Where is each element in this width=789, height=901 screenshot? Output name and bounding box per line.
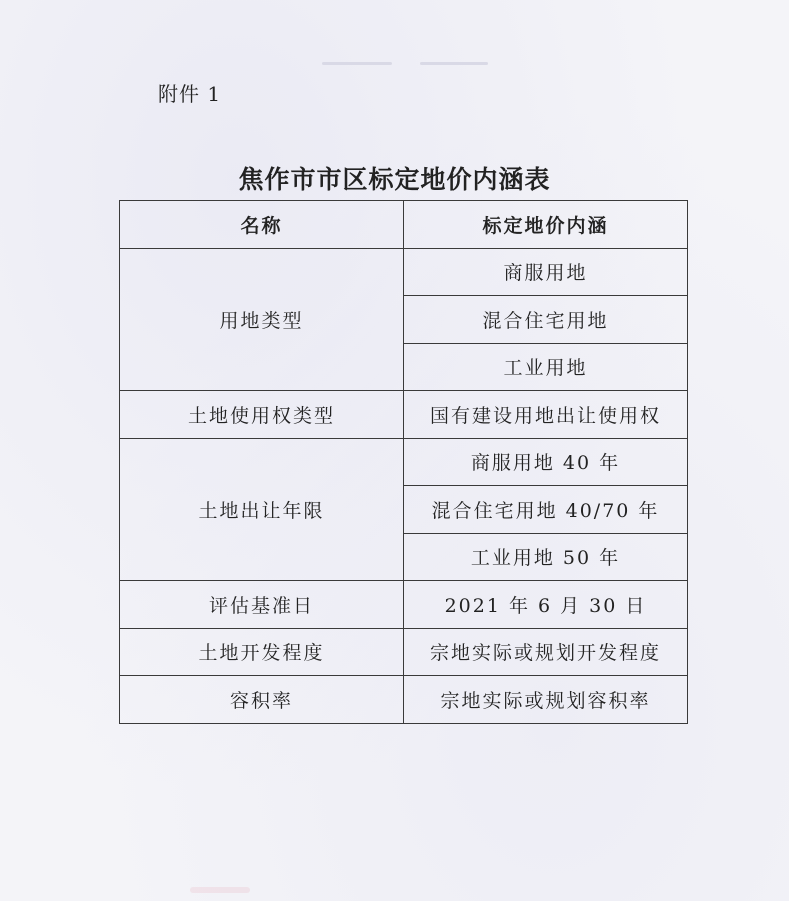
development-degree-label: 土地开发程度 [120, 628, 404, 676]
term-commercial: 商服用地 40 年 [404, 438, 688, 486]
land-price-table [119, 200, 688, 724]
valuation-date-value: 2021 年 6 月 30 日 [404, 581, 688, 629]
attachment-label: 附件 1 [158, 82, 222, 106]
right-type-value: 国有建设用地出让使用权 [404, 391, 688, 439]
term-industrial: 工业用地 50 年 [404, 533, 688, 581]
scan-mark [322, 62, 392, 65]
land-use-type-label: 用地类型 [120, 248, 404, 391]
table-row [120, 438, 688, 486]
header-name: 名称 [120, 201, 404, 249]
scan-mark [420, 62, 488, 65]
table-row [120, 676, 688, 724]
plot-ratio-value: 宗地实际或规划容积率 [404, 676, 688, 724]
stamp-trace [190, 887, 250, 893]
table-row [120, 628, 688, 676]
right-type-label: 土地使用权类型 [120, 391, 404, 439]
valuation-date-label: 评估基准日 [120, 581, 404, 629]
table-row [120, 581, 688, 629]
plot-ratio-label: 容积率 [120, 676, 404, 724]
table-row [120, 248, 688, 296]
table-row [120, 391, 688, 439]
term-residential: 混合住宅用地 40/70 年 [404, 486, 688, 534]
land-use-commercial: 商服用地 [404, 248, 688, 296]
land-use-industrial: 工业用地 [404, 343, 688, 391]
table-header-row [120, 201, 688, 249]
header-connotation: 标定地价内涵 [404, 201, 688, 249]
land-use-residential: 混合住宅用地 [404, 296, 688, 344]
page-title: 焦作市市区标定地价内涵表 [238, 165, 551, 194]
transfer-term-label: 土地出让年限 [120, 438, 404, 581]
development-degree-value: 宗地实际或规划开发程度 [404, 628, 688, 676]
